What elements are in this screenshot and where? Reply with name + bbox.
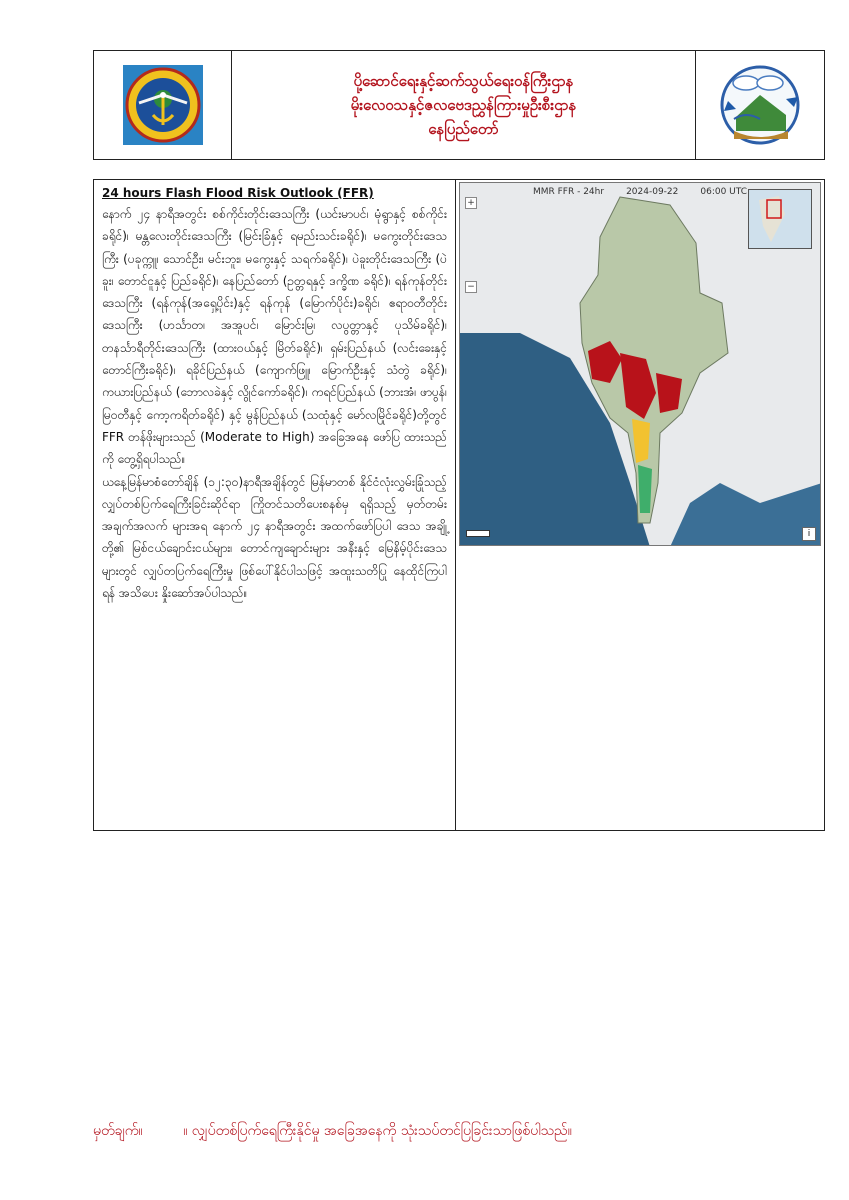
city-title: နေပြည်တော် xyxy=(428,120,499,138)
outlook-text-cell xyxy=(94,180,456,830)
map-cell xyxy=(456,180,824,830)
zoom-out-button[interactable]: − xyxy=(465,281,477,293)
header-title-cell xyxy=(232,51,696,159)
footer-text: ။ လျှပ်တစ်ပြက်ရေကြီးနိုင်မှု အခြေအနေကို သုံးသပ်တင်ပြခြင်းသာဖြစ်ပါသည်။ xyxy=(183,1123,572,1139)
ministry-emblem-icon xyxy=(123,65,203,145)
outlook-table xyxy=(93,179,825,831)
map-high-risk-zone-east xyxy=(656,373,682,413)
map-info-button[interactable]: i xyxy=(802,527,816,541)
header-table xyxy=(93,50,825,160)
footer-note xyxy=(93,1121,833,1142)
outlook-heading: 24 hours Flash Flood Risk Outlook (FFR) xyxy=(102,186,374,200)
hydrology-logo-cell xyxy=(696,51,824,159)
scale-bar xyxy=(466,530,490,537)
map-low-risk-zone xyxy=(638,465,652,513)
zoom-in-button[interactable]: + xyxy=(465,197,477,209)
map-time: 06:00 UTC xyxy=(700,187,748,197)
map-date: 2024-09-22 xyxy=(626,187,679,197)
map-title: MMR FFR - 24hr xyxy=(532,187,605,197)
footer-label: မှတ်ချက်။ xyxy=(93,1123,143,1139)
overview-inset-map[interactable] xyxy=(748,189,812,249)
outlook-paragraph-warning: ယနေ့မြန်မာစံတော်ချိန် (၁၂:၃၀)နာရီအချိန်တွင် မြန်မာတစ် နိုင်ငံလုံးလွှမ်းခြုံသည့် လျှပ်တစ်ပြက်ရေကြီးခြင်းဆိုင်ရာ ကြိုတင်သတိပေးစနစ်မှ ရရှိသည့် မှတ်တမ်းအချက်အလက် များအရ နောက် ၂၄ နာရီအတွင်း အထက်ဖော်ပြပါ ဒေသ အချို့တို့၏ မြစ်ငယ်ချောင်းငယ်များ၊ တောင်ကျချောင်းများ အနီးနှင့် မြေနိမ့်ပိုင်းဒေသများတွင် လျှပ်တပြက်ရေကြီးမှု ဖြစ်ပေါ်နိုင်ပါသဖြင့် အထူးသတိပြု နေထိုင်ကြပါရန် အသိပေး နှိုးဆော်အပ်ပါသည်။ xyxy=(102,474,447,601)
outlook-paragraph-regions: နောက် ၂၄ နာရီအတွင်း စစ်ကိုင်းတိုင်းဒေသကြီး (ယင်းမာပင်၊ မုံရွာနှင့် စစ်ကိုင်းခရိုင်)၊ မန္တလေးတိုင်းဒေသကြီး (မြင်းခြံနှင့် ရမည်းသင်းခရိုင်)၊ မကွေးတိုင်းဒေသကြီး (ပခုက္ကူ၊ သောင်ဦး၊ မင်းဘူး၊ မကွေးနှင့် သရက်ခရိုင်)၊ ပဲခူးတိုင်းဒေသကြီး (ပဲခူး၊ တောင်ငူနှင့် ပြည်ခရိုင်)၊ နေပြည်တော် (ဥတ္တရနှင့် ဒက္ခိဏ ခရိုင်)၊ ရန်ကုန်တိုင်းဒေသကြီး (ရန်ကုန်(အရှေ့ပိုင်း)နှင့် ရန်ကုန် (မြောက်ပိုင်း)ခရိုင်၊ ဧရာဝတီတိုင်းဒေသကြီး (ဟင်္သာတ၊ အအူပင်၊ မြောင်းမြ၊ လပွတ္တာနှင့် ပုသိမ်ခရိုင်)၊ တနင်္သာရီတိုင်းဒေသကြီး (ထားဝယ်နှင့် မြိတ်ခရိုင်)၊ ရှမ်းပြည်နယ် (လင်းခေးနှင့် တောင်ကြီးခရိုင်)၊ ရခိုင်ပြည်နယ် (ကျောက်ဖြူ၊ မြောက်ဦးနှင့် သံတွဲ ခရိုင်)၊ ကယားပြည်နယ် (ဘောလခဲနှင့် လွိုင်ကော်ခရိုင်)၊ ကရင်ပြည်နယ် (ဘားအံ၊ ဖာပွန်၊ မြဝတီနှင့် ကော့ကရိတ်ခရိုင်) နှင့် မွန်ပြည်နယ် (သထုံနှင့် မော်လမြိုင်ခရိုင်)တို့တွင် FFR တန်ဖိုးများသည် (Moderate to High) အခြေအနေ ဖော်ပြ ထားသည်ကို တွေ့ရှိရပါသည်။ xyxy=(102,207,447,467)
ministry-title: ပို့ဆောင်ရေးနှင့်ဆက်သွယ်ရေးဝန်ကြီးဌာန xyxy=(353,72,574,90)
ffr-map[interactable] xyxy=(459,182,821,546)
hydrology-cycle-icon xyxy=(714,59,806,151)
department-title: မိုးလေဝသနှင့်ဇလဗေဒညွှန်ကြားမှုဦးစီးဌာန xyxy=(350,96,577,114)
inset-map-icon xyxy=(749,190,811,248)
ministry-logo-cell xyxy=(94,51,232,159)
